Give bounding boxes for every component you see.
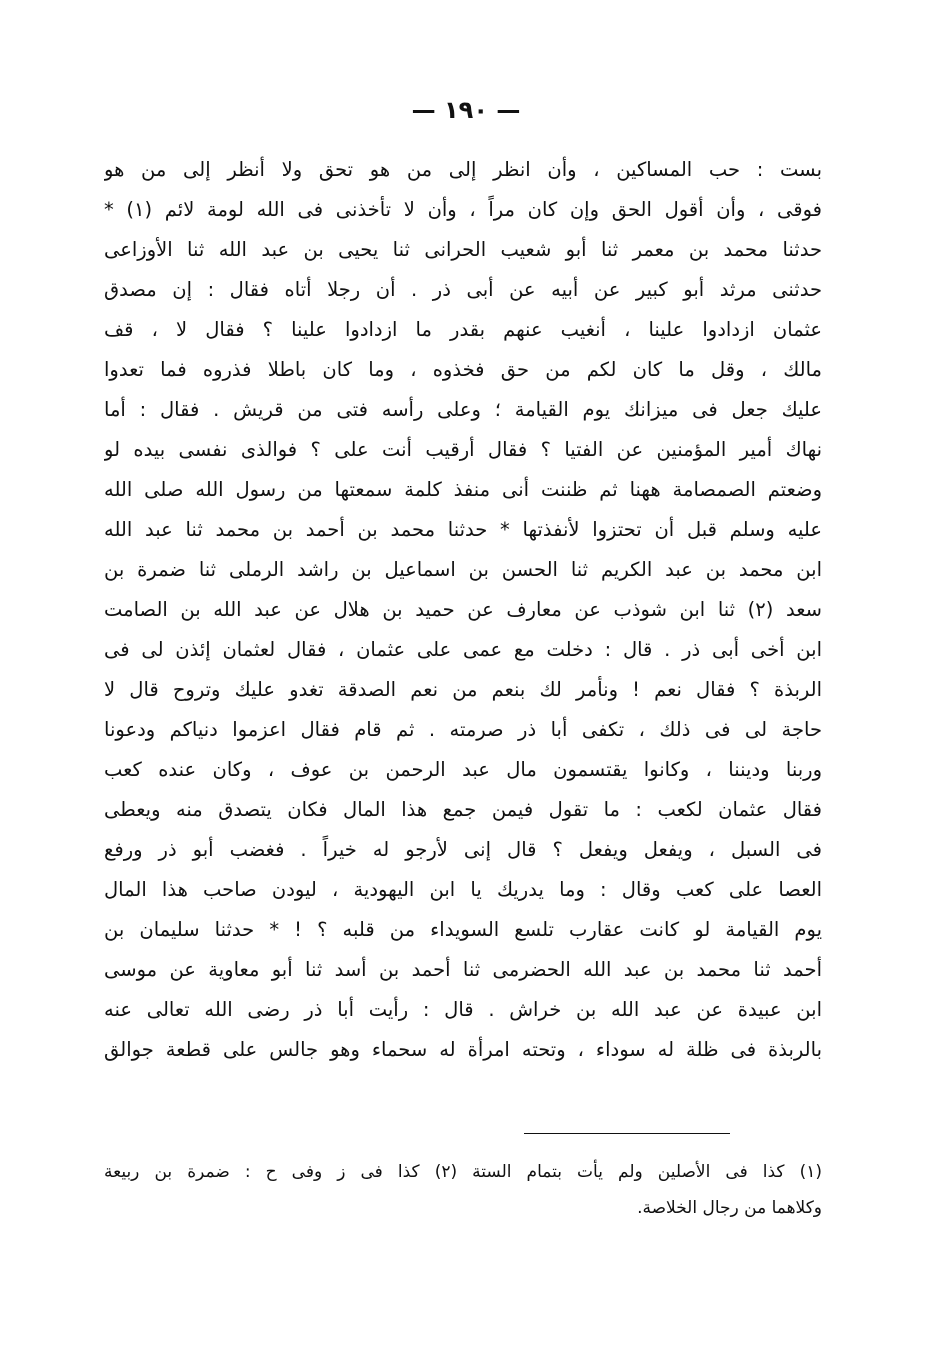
text-line: بالربذة فى ظلة له سوداء ، وتحته امرأة له سحماء وهو جالس على قطعة جوالق (104, 1038, 822, 1061)
text-line: عليه وسلم قبل أن تحتزوا لأنفذتها * حدثنا محمد بن أحمد بن محمد ثنا عبد الله (104, 518, 822, 541)
text-line: أحمد ثنا محمد بن عبد الله الحضرمى ثنا أحمد بن أسد ثنا أبو معاوية عن موسى (104, 958, 822, 981)
footnote-line: (١) كذا فى الأصلين ولم يأت بتمام الستة (٢) كذا فى ز وفى ح : ضمرة بن ربيعة (104, 1162, 822, 1182)
text-line: مالك ، وقل ما كان لكم من حق فخذوه ، وما كان باطلا فذروه فما تعدوا (104, 358, 822, 381)
text-line: الربذة ؟ فقال نعم ! ونأمر لك بنعم من نعم الصدقة تغدو عليك وتروح قال لا (104, 678, 822, 701)
text-line: ابن محمد بن عبد الكريم ثنا الحسن بن اسماعيل بن راشد الرملى ثنا ضمرة بن (104, 558, 822, 581)
text-line: حدثنى مرثد أبو كبير عن أبيه عن أبى ذر . أن رجلا أتاه فقال : إن مصدق (104, 278, 822, 301)
footnote-line: وكلاهما من رجال الخلاصة. (637, 1198, 822, 1218)
text-line: بست : حب المساكين ، وأن انظر إلى من هو تحق ولا أنظر إلى من هو (104, 158, 822, 181)
text-line: حاجة لى فى ذلك ، تكفى أبا ذر صرمته . ثم قام فقال اعزموا دنياكم ودعونا (104, 718, 822, 741)
text-line: فوقى ، وأن أقول الحق وإن كان مراً ، وأن لا تأخذنى فى الله لومة لائم (١) * (104, 198, 822, 221)
body-text (104, 150, 822, 1070)
text-line: ابن عبيدة عن عبد الله بن خراش . قال : رأيت أبا ذر رضى الله تعالى عنه (104, 998, 822, 1021)
text-line: وضعتم الصمصامة ههنا ثم ظننت أنى منفذ كلمة سمعتها من رسول الله صلى الله (104, 478, 822, 501)
footnotes (104, 1154, 822, 1226)
page-number: — ١٩٠ — (411, 96, 521, 124)
text-line: العصا على كعب وقال : وما يدريك يا ابن اليهودية ، ليودن صاحب هذا المال (104, 878, 822, 901)
text-line: نهاك أمير المؤمنين عن الفتيا ؟ فقال أرقيب أنت على ؟ فوالذى نفسى بيده لو (104, 438, 822, 461)
text-line: يوم القيامة لو كانت عقارب تلسع السويداء من قلبه ؟ ! * حدثنا سليمان بن (104, 918, 822, 941)
text-line: ابن أخى أبى ذر . قال : دخلت مع عمى على عثمان ، فقال لعثمان إئذن لى فى (104, 638, 822, 661)
text-line: فقال عثمان لكعب : ما تقول فيمن جمع هذا المال فكان يتصدق منه ويعطى (104, 798, 822, 821)
text-line: وربنا وديننا ، وكانوا يقتسمون مال عبد الرحمن بن عوف ، وكان عنده كعب (104, 758, 822, 781)
text-line: سعد (٢) ثنا ابن شوذب عن معارف عن حميد بن هلال عن عبد الله بن الصامت (104, 598, 822, 621)
footnote-divider (524, 1133, 730, 1134)
text-line: عثمان ازدادوا علينا ، أنغيب عنهم بقدر ما ازدادوا علينا ؟ فقال لا ، قف (104, 318, 822, 341)
text-line: فى السبل ، ويفعل ويفعل ؟ قال إنى لأرجو له خيراً . فغضب أبو ذر ورفع (104, 838, 822, 861)
text-line: حدثنا محمد بن معمر ثنا أبو شعيب الحرانى ثنا يحيى بن عبد الله ثنا الأوزاعى (104, 238, 822, 261)
text-line: عليك جعل فى ميزانك يوم القيامة ؛ وعلى رأسه فتى من قريش . فقال : أما (104, 398, 822, 421)
